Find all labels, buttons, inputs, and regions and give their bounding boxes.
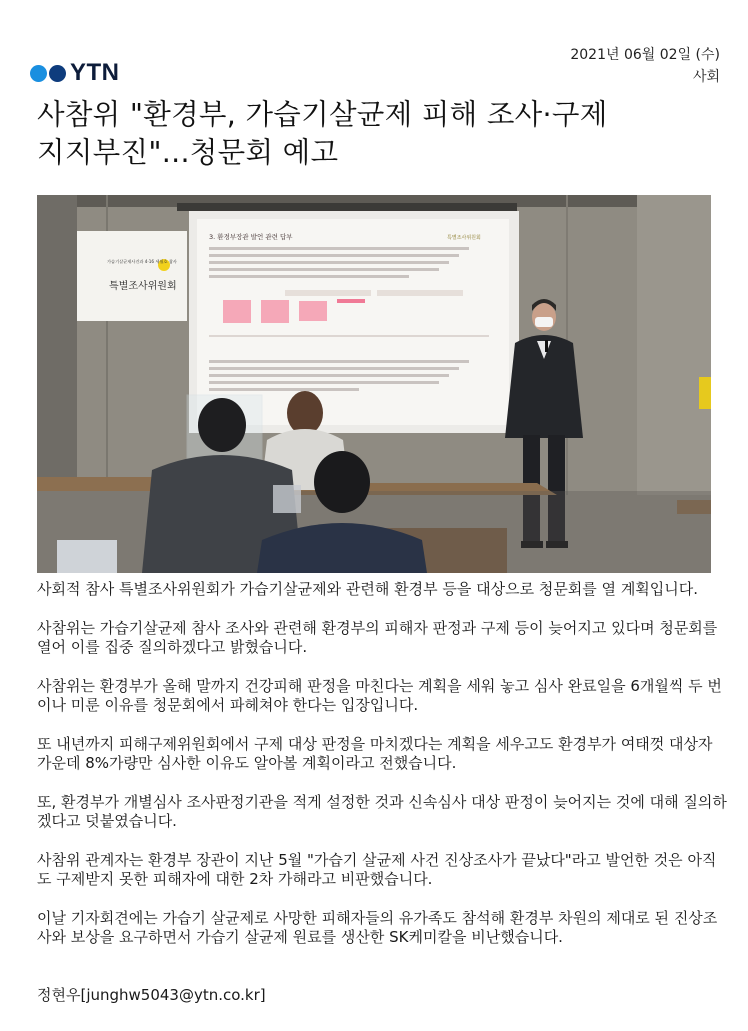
audience-man-front-head: [314, 451, 370, 513]
audience-woman-hair: [287, 391, 323, 435]
article-paragraph: 또 내년까지 피해구제위원회에서 구제 대상 판정을 마치겠다는 계획을 세우고도 환경부가 여태껏 대상자 가운데 8%가량만 심사한 이유도 알아볼 계획이라고 전했습니다.: [37, 735, 713, 772]
press-conference-photo: [37, 195, 711, 573]
table-left: [37, 477, 152, 491]
logo-text: YTN: [70, 59, 120, 86]
article-paragraph: 이날 기자회견에는 가습기 살균제로 사망한 피해자들의 유가족도 참석해 환경부 차원의 제대로 된 진상조사와 보상을 요구하면서 가습기 살균제 원료를 생산한 SK케미칼을 비난했습니다.: [37, 909, 718, 946]
slide-bar-4: [337, 299, 365, 303]
section-label: 사회: [692, 69, 720, 85]
microphone-icon: [545, 340, 548, 352]
slide-bar-1: [223, 300, 251, 323]
speaker-mask: [535, 317, 553, 327]
headline-line-2: 지지부진"...청문회 예고: [37, 136, 339, 169]
article-paragraph: 사참위는 가습기살균제 참사 조사와 관련해 환경부의 피해자 판정과 구제 등이 늦어지고 있다며 청문회를 열어 이를 집중 질의하겠다고 밝혔습니다.: [37, 619, 718, 656]
slide-bar-3: [299, 301, 327, 321]
publish-date: 2021년 06월 02일 (수): [570, 47, 720, 63]
banner-small-text: 가습기살균제사건과 4·16 세월호 참사: [107, 259, 177, 264]
article-body: [37, 580, 727, 967]
slide-logo: 특별조사위원회: [447, 235, 481, 241]
photo-left-wall: [37, 195, 77, 485]
logo-dot-light-icon: [30, 65, 47, 82]
article-meta: [570, 44, 720, 88]
reporter-byline: 정현우[junghw5043@ytn.co.kr]: [37, 986, 266, 1004]
ytn-logo[interactable]: [30, 59, 120, 86]
slide-title: 3. 환경부장관 발언 관련 답부: [209, 233, 293, 241]
article-paragraph: 사회적 참사 특별조사위원회가 가습기살균제와 관련해 환경부 등을 대상으로 청문회를 열 계획입니다.: [37, 580, 699, 598]
headline-line-1: 사참위 "환경부, 가습기살균제 피해 조사·구제: [37, 98, 608, 131]
news-photo: [37, 195, 711, 573]
slide-bar-2: [261, 300, 289, 323]
logo-dot-dark-icon: [49, 65, 66, 82]
photo-right-wall: [637, 195, 711, 495]
article-paragraph: 사참위 관계자는 환경부 장관이 지난 5월 "가습기 살균제 사건 진상조사가 끝났다"라고 발언한 것은 아직도 구제받지 못한 피해자에 대한 2차 가해라고 비판했습니다.: [37, 851, 717, 888]
headline: [37, 96, 727, 172]
banner-main-text: 특별조사위원회: [109, 281, 177, 292]
laptop: [57, 540, 117, 573]
committee-banner: [77, 231, 187, 321]
screen-bar: [177, 203, 517, 211]
article-paragraph: 사참위는 환경부가 올해 말까지 건강피해 판정을 마친다는 계획을 세워 놓고 심사 완료일을 6개월씩 두 번이나 미룬 이유를 청문회에서 파헤쳐야 한다는 입장입니다.: [37, 677, 722, 714]
audience-man-left-head: [198, 398, 246, 452]
article-paragraph: 또, 환경부가 개별심사 조사판정기관을 적게 설정한 것과 신속심사 대상 판정이 늦어지는 것에 대해 질의하겠다고 덧붙였습니다.: [37, 793, 727, 830]
